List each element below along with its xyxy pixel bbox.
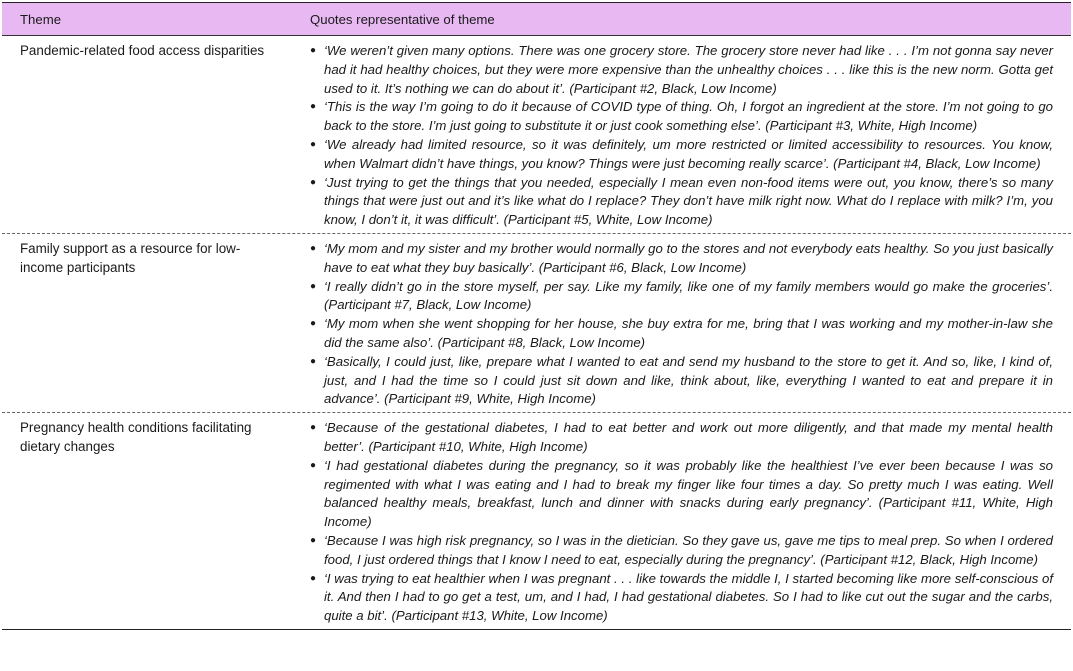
bullet-icon: ● — [310, 572, 317, 584]
quote-text: ‘My mom and my sister and my brother would normally go to the stores and not everybody eats healthy. So you just basically have to eat what they buy basically’. (Participant #6, Black, Low Income) — [324, 240, 1053, 275]
table-row — [2, 413, 1071, 629]
list-item — [310, 315, 1071, 353]
quote-text: ‘Basically, I could just, like, prepare what I wanted to eat and send my husband to the store to get it. And so, like, I kind of, just, and I had the time so I could just sit down and like, think about, like, everything I wanted to eat and prepare it in advance’. (Participant #9, White, High Income) — [324, 353, 1053, 407]
quote-text: ‘I really didn’t go in the store myself, per say. Like my family, like one of my family members would go make the groceries’. (Participant #7, Black, Low Income) — [324, 278, 1053, 313]
list-item — [310, 570, 1071, 626]
bullet-icon: ● — [310, 422, 317, 434]
list-item — [310, 457, 1071, 532]
list-item — [310, 174, 1071, 230]
quote-text: ‘We already had limited resource, so it was definitely, um more restricted or limited accessibility to resources. You know, when Walmart didn’t have things, you know? Things were just becoming really scarce’. (Participant #4, Black, Low Income) — [324, 136, 1053, 171]
list-item — [310, 532, 1071, 570]
bullet-icon: ● — [310, 355, 317, 367]
list-item — [310, 42, 1071, 98]
header-quotes: Quotes representative of theme — [310, 11, 495, 27]
bullet-icon: ● — [310, 176, 317, 188]
table-row — [2, 234, 1071, 413]
bullet-icon: ● — [310, 242, 317, 254]
themes-table — [2, 2, 1071, 630]
theme-cell: Pandemic-related food access disparities — [20, 43, 265, 58]
bullet-icon: ● — [310, 138, 317, 150]
bullet-icon: ● — [310, 101, 317, 113]
list-item — [310, 278, 1071, 316]
bullet-icon: ● — [310, 459, 317, 471]
quote-text: ‘I was trying to eat healthier when I was pregnant . . . like towards the middle I, I started becoming like more self-conscious of it. And then I had to go get a test, um, and I had, I had gestational diabetes. So I had to like cut out the sugar and the carbs, quite a bit’. (Participant #13, White, Low Income) — [324, 570, 1053, 624]
quote-text: ‘Just trying to get the things that you needed, especially I mean even non-food items were out, you know, there’s so many things that were just out and it’s like what do I replace? They don’t have milk right now. What do I replace with milk? I’m, you know, I don’t it, it was difficult’. (Participant #5, White, Low Income) — [324, 174, 1053, 228]
list-item — [310, 136, 1071, 174]
quote-text: ‘My mom when she went shopping for her house, she buy extra for me, bring that I was working and my mother-in-law she did the same also’. (Participant #8, Black, Low Income) — [324, 316, 1053, 350]
quote-text: ‘I had gestational diabetes during the pregnancy, so it was probably like the healthiest I’ve ever been because I was so regimented with what I was eating and I had to break my finger like four times a day. So pretty much I was eating. Well balanced healthy meals, breakfast, lunch and dinner with snacks during early pregnancy’. (Participant #11, White, High Income) — [324, 457, 1053, 530]
table-row — [2, 36, 1071, 234]
list-item — [310, 419, 1071, 457]
header-theme: Theme — [20, 11, 62, 27]
quote-list — [310, 419, 1071, 626]
quote-text: ‘We weren’t given many options. There was one grocery store. The grocery store never had like . . . I’m not gonna say never had it had healthy choices, but they were more expensive than the unhealthy choices . . . like this is the new norm. Gotta get used to it. It’s nothing we can do about it’. (Participant #2, Black, Low Income) — [324, 43, 1053, 96]
bullet-icon: ● — [310, 534, 317, 546]
bullet-icon: ● — [310, 280, 317, 292]
list-item — [310, 353, 1071, 409]
bullet-icon: ● — [310, 318, 317, 330]
quote-text: ‘Because I was high risk pregnancy, so I was in the dietician. So they gave us, gave me tips to meal prep. So when I ordered food, I just ordered things that I know I need to eat, especially during the pregnancy’. (Participant #12, Black, High Income) — [324, 532, 1053, 567]
quote-list — [310, 240, 1071, 409]
bullet-icon: ● — [310, 45, 317, 56]
theme-cell: Family support as a resource for low-income participants — [20, 240, 241, 275]
quote-text: ‘This is the way I’m going to do it because of COVID type of thing. Oh, I forgot an ingredient at the store. I’m not going to go back to the store. I’m just going to substitute it or just cook something else’. (Participant #3, White, High Income) — [324, 99, 1053, 134]
table-header — [2, 3, 1071, 36]
list-item — [310, 98, 1071, 136]
list-item — [310, 240, 1071, 278]
quote-list — [310, 42, 1071, 230]
quote-text: ‘Because of the gestational diabetes, I had to eat better and work out more diligently, and that made my mental health better’. (Participant #10, White, High Income) — [324, 420, 1053, 454]
theme-cell: Pregnancy health conditions facilitating dietary changes — [20, 420, 252, 454]
